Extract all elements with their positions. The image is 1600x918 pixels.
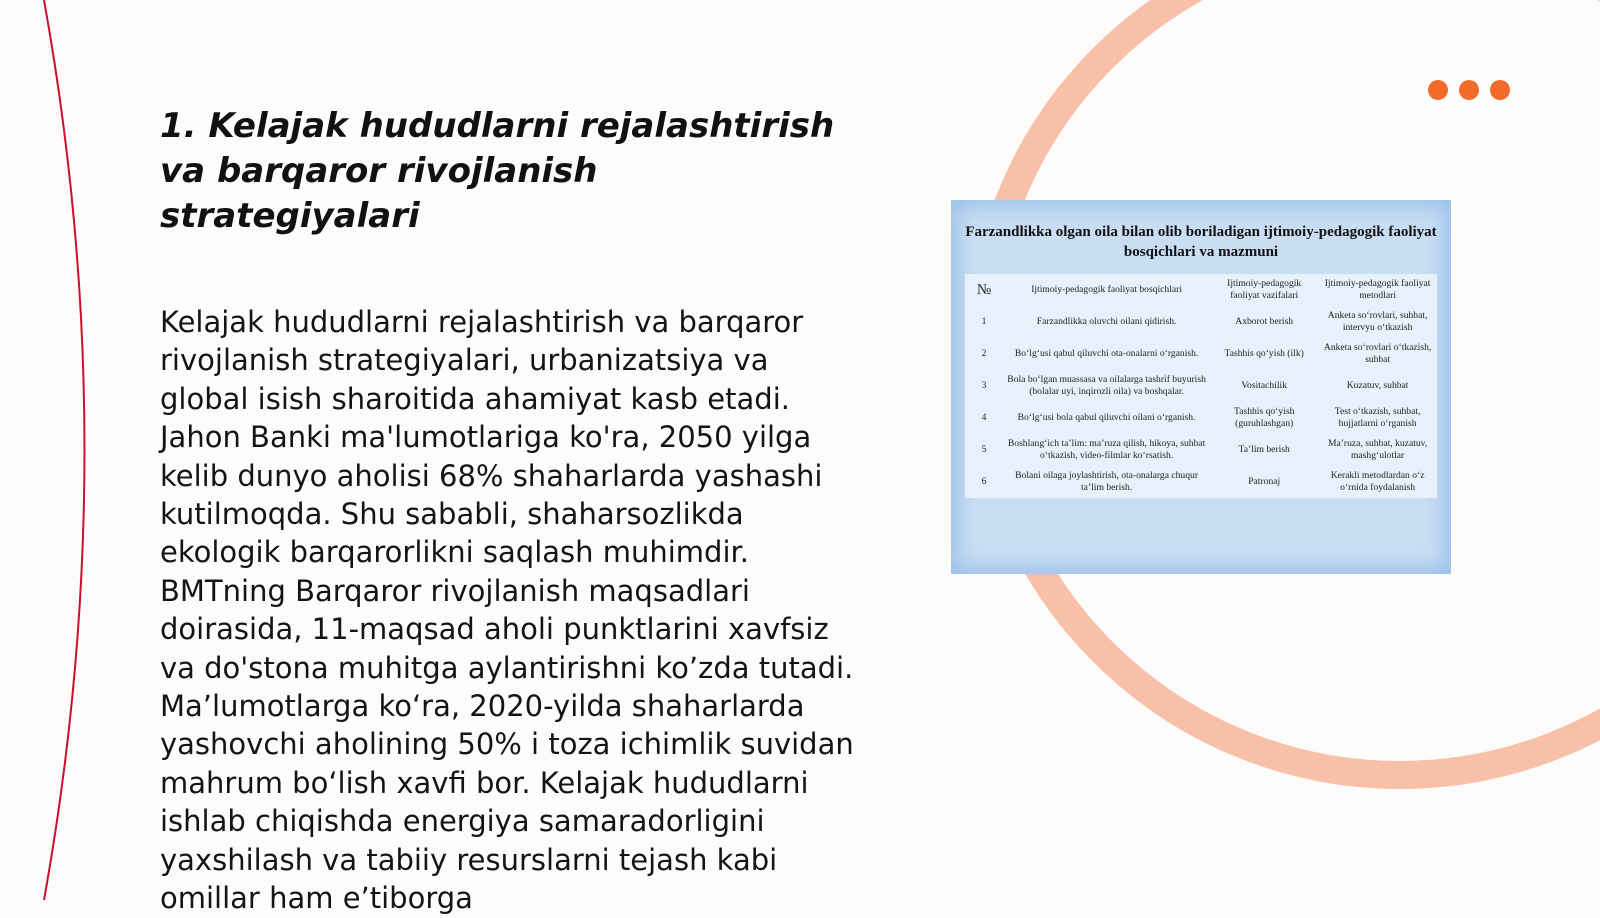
row-no: 6	[981, 476, 987, 487]
row-method: Ma’ruza, suhbat, kuzatuv, mashg‘ulotlar	[1327, 438, 1428, 461]
row-no: 4	[981, 412, 987, 423]
row-task: Tashhis qo‘yish (guruhlashgan)	[1234, 406, 1295, 429]
row-no: 3	[981, 380, 987, 391]
row-no: 5	[981, 444, 987, 455]
dot-icon	[1459, 80, 1479, 100]
table-row	[965, 370, 1437, 402]
row-method: Kuzatuv, suhbat	[1346, 380, 1409, 391]
stages-table	[965, 274, 1437, 498]
row-method: Kerakli metodlardan o‘z o‘rnida foydalanish	[1330, 470, 1425, 493]
row-method: Anketa so‘rovlari, suhbat, intervyu o‘tkazish	[1327, 310, 1428, 333]
table-row	[965, 466, 1437, 498]
header-methods: Ijtimoiy-pedagogik faoliyat metodlari	[1324, 278, 1431, 301]
row-stage: Bo‘lg‘usi qabul qiluvchi ota-onalarni o‘rganish.	[1014, 348, 1199, 359]
header-tasks: Ijtimoiy-pedagogik faoliyat vazifalari	[1227, 278, 1302, 301]
row-task: Axborot berish	[1235, 316, 1294, 327]
row-stage: Bo‘lg‘usi bola qabul qiluvchi oilani o‘rganish.	[1017, 412, 1196, 423]
table-image	[951, 200, 1451, 574]
row-stage: Bolani oilaga joylashtirish, ota-onalarga chuqur ta’lim berish.	[1015, 470, 1199, 493]
table-row	[965, 402, 1437, 434]
row-stage: Bola bo‘lgan muassasa va oilalarga tashrif buyurish (bolalar uyi, inqirozli oila) va boshqalar.	[1007, 374, 1206, 397]
row-stage: Farzandlikka oluvchi oilani qidirish.	[1036, 316, 1177, 327]
slide-title: 1. Kelajak hududlarni rejalashtirish va barqaror rivojlanish strategiyalari	[160, 106, 835, 236]
row-stage: Boshlang‘ich ta’lim: ma’ruza qilish, hikoya, suhbat o‘tkazish, video-filmlar ko‘rsatish.	[1007, 438, 1206, 461]
table-row	[965, 306, 1437, 338]
header-stages: Ijtimoiy-pedagogik faoliyat bosqichlari	[1031, 284, 1182, 295]
row-method: Test o‘tkazish, suhbat, hujjatlarni o‘rganish	[1334, 406, 1421, 429]
table-header-row	[965, 274, 1437, 306]
three-dots-icon	[1428, 80, 1510, 100]
slide-body-text: Kelajak hududlarni rejalashtirish va barqaror rivojlanish strategiyalari, urbanizatsiya va global isish sharoitida ahamiyat kasb etadi. Jahon Banki ma'lumotlariga ko'ra, 2050 yilga kelib dunyo aholisi 68% shaharlarda yashashi kutilmoqda. Shu sababli, shaharsozlikda ekologik barqarorlikni saqlash muhimdir. BMTning Barqaror rivojlanish maqsadlari doirasida, 11-maqsad aholi punktlarini xavfsiz va do'stona muhitga aylantirishni ko’zda tutadi. Ma’lumotlarga ko‘ra, 2020-yilda shaharlarda yashovchi aholining 50% i toza ichimlik suvidan mahrum bo‘lish xavfi bor. Kelajak hududlarni ishlab chiqishda energiya samaradorligini yaxshilash va tabiiy resurslarni tejash kabi omillar ham e’tiborga	[160, 305, 854, 916]
row-task: Tashhis qo‘yish (ilk)	[1224, 348, 1304, 359]
table-title: Farzandlikka olgan oila bilan olib boriladigan ijtimoiy-pedagogik faoliyat bosqichlari va mazmuni	[965, 224, 1437, 260]
left-curve-line	[44, 0, 85, 900]
row-no: 1	[981, 316, 987, 327]
row-no: 2	[981, 348, 987, 359]
table-row	[965, 434, 1437, 466]
header-no: №	[976, 282, 992, 298]
row-task: Vositachilik	[1241, 380, 1288, 391]
table-row	[965, 338, 1437, 370]
dot-icon	[1490, 80, 1510, 100]
row-task: Ta’lim berish	[1238, 444, 1290, 455]
dot-icon	[1428, 80, 1448, 100]
row-task: Patronaj	[1248, 476, 1281, 487]
row-method: Anketa so‘rovlari o‘tkazish, suhbat	[1323, 342, 1432, 365]
